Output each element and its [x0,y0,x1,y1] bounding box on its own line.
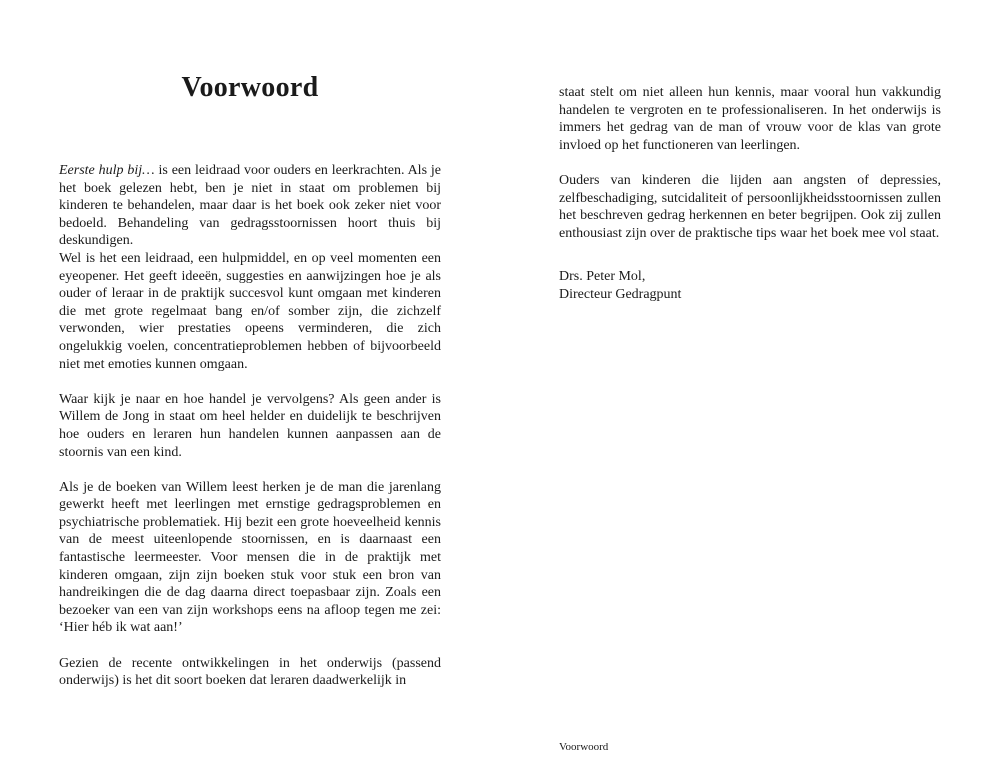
chapter-title: Voorwoord [181,72,319,103]
paragraph-2: Wel is het een leidraad, een hulpmiddel, en op veel momenten een eyeopener. Het geeft ideeën, suggesties en aanwijzingen hoe je als ouder of leraar in de praktijk succesvol kunt omgaan met kinderen die met grote regelmaat bang en/of somber zijn, die zichzelf verwonden, wier prestaties opeens verminderen, die zich ongelukkig voelen, concentratieproblemen hebben of bijvoorbeeld niet met emoties kunnen omgaan. [59,250,441,372]
paragraph-6: staat stelt om niet alleen hun kennis, maar vooral hun vakkundig handelen te vergroten en te professionaliseren. In het onderwijs is immers het gedrag van de man of vrouw voor de klas van grote invloed op het functioneren van leerlingen. [559,85,941,153]
left-page [59,70,441,707]
paragraph-1 [59,162,441,250]
paragraph-4: Als je de boeken van Willem leest herken je de man die jarenlang gewerkt heeft met leerlingen met ernstige gedragsproblemen en psychiatrische problematiek. Hij bezit een grote hoeveelheid kennis van de meest uiteenlopende stoornissen, en is daarnaast een fantastische leermeester. Voor mensen die in de praktijk met kinderen omgaan, zijn zijn boeken stuk voor stuk een bron van handreikingen die de dag daarna direct toepasbaar zijn. Zoals een bezoeker van een van zijn workshops eens na afloop tegen me zei: ‘Hier héb ik wat aan!’ [59,479,441,636]
signature-name: Drs. Peter Mol, [559,269,646,285]
page-footer: Voorwoord [559,741,609,753]
paragraph-7: Ouders van kinderen die lijden aan angsten of depressies, zelfbeschadiging, sutcidaliteit of persoonlijkheidsstoornissen zullen het beschreven gedrag herkennen en beter begrijpen. Ook zij zullen enthousiast zijn over de praktische tips waar het boek mee vol staat. [559,172,941,241]
signature-block [559,268,941,303]
paragraph-1-text: is een leidraad voor ouders en leerkrachten. Als je het boek gelezen hebt, ben je niet in staat om problemen bij kinderen te behandelen, maar daar is het boek ook zeker niet voor bedoeld. Behandeling van gedragsstoornissen hoort thuis bij deskundigen. [59,163,441,249]
signature-role: Directeur Gedragpunt [559,286,682,302]
right-page [559,84,941,304]
paragraph-5: Gezien de recente ontwikkelingen in het onderwijs (passend onderwijs) is het dit soort boeken dat leraren daadwerkelijk in [59,655,441,689]
book-title-italic: Eerste hulp bij… [59,163,155,178]
paragraph-3: Waar kijk je naar en hoe handel je vervolgens? Als geen ander is Willem de Jong in staat om heel helder en duidelijk te beschrijven hoe ouders en leraren hun handelen kunnen aanpassen aan de stoornis van een kind. [59,391,441,460]
